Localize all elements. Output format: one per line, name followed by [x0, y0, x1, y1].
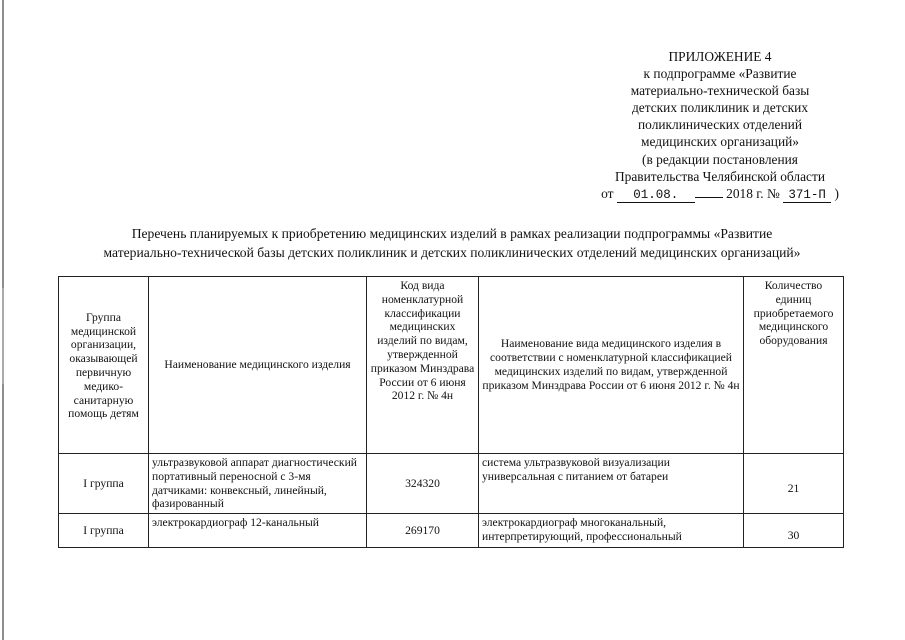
- header-device-name: Наименование медицинского изделия: [149, 277, 367, 454]
- header-code: Код вида номенклатурной классификации медицинских изделий по видам, утвержденной приказом Минздрава России от 6 июня 2012 г. № 4н: [367, 277, 479, 454]
- cell-quantity: 21: [744, 454, 844, 514]
- appendix-line: медицинских организаций»: [641, 134, 799, 150]
- title-line-2: материально-технической базы детских поликлиник и детских поликлинических отделений медицинских организаций»: [103, 245, 801, 260]
- year-text: 2018 г. №: [726, 185, 780, 201]
- date-prefix: от: [601, 185, 614, 201]
- header-quantity: Количество единиц приобретаемого медицинского оборудования: [744, 277, 844, 454]
- table-header-row: [59, 277, 844, 454]
- scan-left-edge: [2, 0, 4, 640]
- cell-quantity: 30: [744, 514, 844, 548]
- appendix-line: Правительства Челябинской области: [615, 168, 825, 184]
- header-kind-name: Наименование вида медицинского изделия в соответствии с номенклатурной классификацией медицинских изделий по видам, утвержденной приказом Минздрава России от 6 июня 2012 г. № 4н: [479, 277, 744, 454]
- cell-device-name: ультразвуковой аппарат диагностический портативный переносной с 3-мя датчиками: конвексный, линейный, фазированный: [149, 454, 367, 514]
- title-line-1: Перечень планируемых к приобретению медицинских изделий в рамках реализации подпрограммы «Развитие: [131, 226, 773, 241]
- appendix-line: (в редакции постановления: [642, 151, 798, 167]
- appendix-date-line: [560, 185, 880, 203]
- date-blank: [695, 197, 723, 198]
- appendix-line: детских поликлиник и детских: [631, 100, 809, 116]
- cell-kind-name: система ультразвуковой визуализации универсальная с питанием от батареи: [479, 454, 744, 514]
- appendix-header: [560, 48, 880, 203]
- table-row: [59, 514, 844, 548]
- cell-code: 324320: [367, 454, 479, 514]
- appendix-line: ПРИЛОЖЕНИЕ 4: [668, 49, 772, 64]
- appendix-line: поликлинических отделений: [638, 117, 802, 133]
- cell-group: I группа: [59, 454, 149, 514]
- appendix-line: материально-технической базы: [630, 83, 810, 99]
- decree-number: 371-П: [783, 188, 831, 203]
- cell-kind-name: электрокардиограф многоканальный, интерпретирующий, профессиональный: [479, 514, 744, 548]
- closing-paren: ): [834, 185, 839, 201]
- table-row: [59, 454, 844, 514]
- appendix-line: к подпрограмме «Развитие: [643, 66, 797, 82]
- date-value: 01.08.: [617, 188, 695, 203]
- cell-device-name: электрокардиограф 12-канальный: [149, 514, 367, 548]
- devices-table: [58, 276, 844, 548]
- document-title: [52, 224, 852, 262]
- cell-group: I группа: [59, 514, 149, 548]
- cell-code: 269170: [367, 514, 479, 548]
- header-group: Группа медицинской организации, оказывающей первичную медико-санитарную помощь детям: [59, 277, 149, 454]
